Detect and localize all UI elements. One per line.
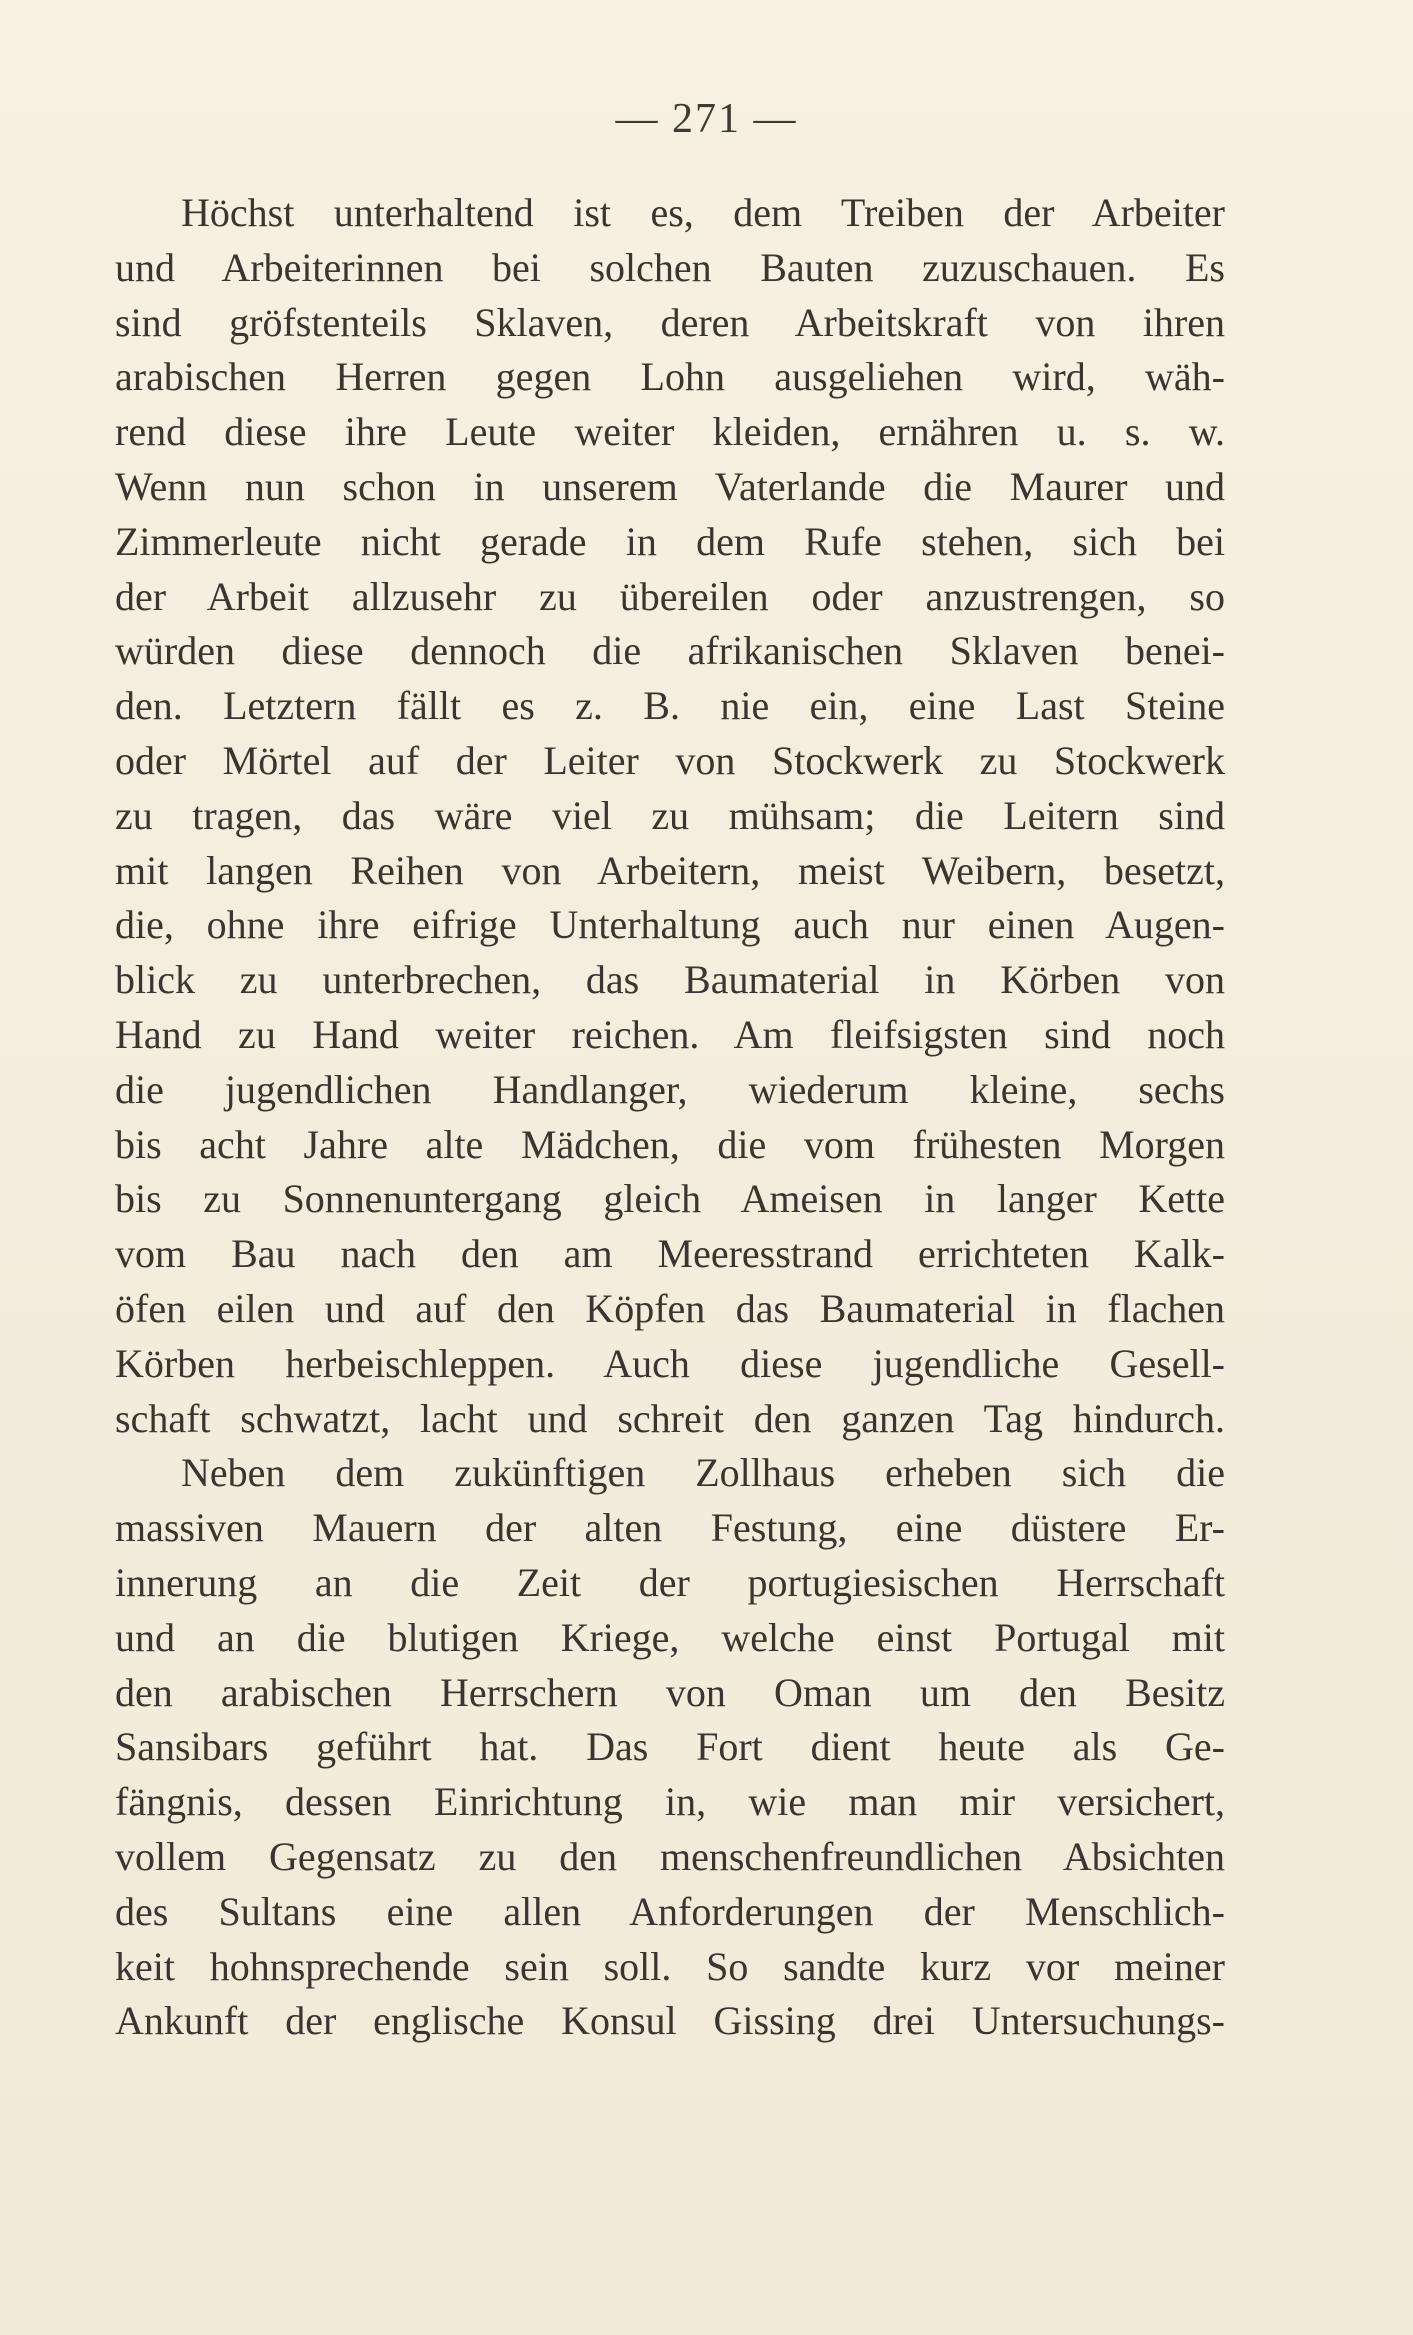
text-line: blick zu unterbrechen, das Baumaterial in Körben von xyxy=(115,957,1225,1003)
text-line: innerung an die Zeit der portugiesischen Herrschaft xyxy=(115,1559,1225,1605)
text-line: des Sultans eine allen Anforderungen der Menschlich- xyxy=(115,1888,1225,1934)
text-line: Wenn nun schon in unserem Vaterlande die Maurer und xyxy=(115,463,1225,509)
text-line: Hand zu Hand weiter reichen. Am fleifsigsten sind noch xyxy=(115,1011,1225,1057)
body-text xyxy=(115,186,1225,2049)
text-line: arabischen Herren gegen Lohn ausgeliehen wird, wäh- xyxy=(115,354,1225,400)
text-line: Sansibars geführt hat. Das Fort dient heute als Ge- xyxy=(115,1724,1225,1770)
page-number: — 271 — xyxy=(615,96,798,142)
text-line: bis zu Sonnenuntergang gleich Ameisen in langer Kette xyxy=(115,1176,1225,1222)
paragraph-2 xyxy=(115,1446,1225,2049)
text-line: bis acht Jahre alte Mädchen, die vom frühesten Morgen xyxy=(115,1121,1225,1167)
text-line: die jugendlichen Handlanger, wiederum kleine, sechs xyxy=(115,1066,1225,1112)
text-line: Zimmerleute nicht gerade in dem Rufe stehen, sich bei xyxy=(115,518,1225,564)
text-line: mit langen Reihen von Arbeitern, meist Weibern, besetzt, xyxy=(115,847,1225,893)
text-line: schaft schwatzt, lacht und schreit den ganzen Tag hindurch. xyxy=(115,1395,1225,1441)
text-line: vom Bau nach den am Meeresstrand errichteten Kalk- xyxy=(115,1231,1225,1277)
text-line: und Arbeiterinnen bei solchen Bauten zuzuschauen. Es xyxy=(115,244,1225,290)
text-line: die, ohne ihre eifrige Unterhaltung auch nur einen Augen- xyxy=(115,902,1225,948)
text-line: Höchst unterhaltend ist es, dem Treiben der Arbeiter xyxy=(181,190,1225,235)
text-line: massiven Mauern der alten Festung, eine düstere Er- xyxy=(115,1505,1225,1551)
text-line: keit hohnsprechende sein soll. So sandte kurz vor meiner xyxy=(115,1943,1225,1989)
text-line: rend diese ihre Leute weiter kleiden, ernähren u. s. w. xyxy=(115,409,1225,455)
text-line: den arabischen Herrschern von Oman um den Besitz xyxy=(115,1669,1225,1715)
text-line: sind gröfstenteils Sklaven, deren Arbeitskraft von ihren xyxy=(115,299,1225,345)
text-line: Körben herbeischleppen. Auch diese jugendliche Gesell- xyxy=(115,1340,1225,1386)
text-line: den. Letztern fällt es z. B. nie ein, eine Last Steine xyxy=(115,683,1225,729)
text-line: der Arbeit allzusehr zu übereilen oder anzustrengen, so xyxy=(115,573,1225,619)
text-line: würden diese dennoch die afrikanischen Sklaven benei- xyxy=(115,628,1225,674)
text-line: zu tragen, das wäre viel zu mühsam; die Leitern sind xyxy=(115,792,1225,838)
text-line: Ankunft der englische Konsul Gissing drei Untersuchungs- xyxy=(115,1998,1225,2044)
text-line: und an die blutigen Kriege, welche einst Portugal mit xyxy=(115,1614,1225,1660)
text-line: oder Mörtel auf der Leiter von Stockwerk zu Stockwerk xyxy=(115,737,1225,783)
text-line: öfen eilen und auf den Köpfen das Baumaterial in flachen xyxy=(115,1285,1225,1331)
text-line: fängnis, dessen Einrichtung in, wie man mir versichert, xyxy=(115,1779,1225,1825)
text-line: vollem Gegensatz zu den menschenfreundlichen Absichten xyxy=(115,1833,1225,1879)
text-line: Neben dem zukünftigen Zollhaus erheben sich die xyxy=(181,1450,1225,1496)
paragraph-1 xyxy=(115,186,1225,1446)
